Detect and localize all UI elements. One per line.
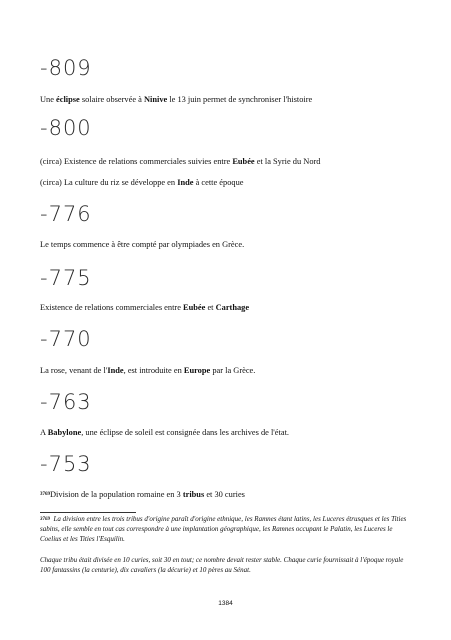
entry-text: $^{3769}$Division de la population romaine en 3 tribus et 30 curies: [40, 490, 245, 499]
emphasis-term: Inde: [177, 178, 194, 187]
footnote-text: Chaque tribu était divisée en 10 curies, soit 30 en tout; ce nombre devait rester stable. Chaque curie fournissait à l'époque royale 100 fantassins (la centurie), dix cavaliers (la décurie) et 10 pères au Sénat.: [40, 556, 404, 574]
entry-text: (circa) Existence de relations commerciales suivies entre Eubée et la Syrie du Nord: [40, 157, 321, 166]
entry-text: Une éclipse solaire observée à Ninive le 13 juin permet de synchroniser l'histoire: [40, 95, 313, 104]
year-heading: -776: [40, 202, 92, 226]
page-number: 1384: [218, 600, 233, 607]
emphasis-term: Ninive: [143, 95, 168, 104]
year-heading: -800: [40, 116, 92, 140]
year-heading: -775: [40, 266, 92, 290]
emphasis-term: Carthage: [215, 303, 250, 312]
emphasis-term: tribus: [182, 490, 205, 499]
emphasis-term: Eubée: [183, 303, 206, 312]
emphasis-term: Europe: [183, 366, 211, 375]
year-heading: -753: [40, 452, 92, 476]
entry-text: (circa) La culture du riz se développe en Inde à cette époque: [40, 178, 244, 187]
year-heading: -770: [40, 327, 92, 351]
entry-text: Le temps commence à être compté par olympiades en Grèce.: [40, 240, 245, 249]
emphasis-term: Eubée: [232, 157, 255, 166]
footnote-reference[interactable]: 3769: [40, 492, 50, 497]
footnote-paragraph: [40, 515, 412, 544]
emphasis-term: Babylone: [47, 428, 82, 437]
year-heading: -809: [40, 56, 92, 80]
emphasis-term: Inde: [107, 366, 124, 375]
footnote-text: La division entre les trois tribus d'origine paraît d'origine ethnique, les Ramnes étant latins, les Luceres étrusques et les Tities sabins, elle semble en tout cas correspondre à une implantation géographique, les Ramnes occupant le Palatin, les Luceres le Coelius et les Tities l'Esquilin.: [40, 515, 407, 543]
emphasis-term: éclipse: [56, 95, 80, 104]
entry-text: Existence de relations commerciales entre Eubée et Carthage: [40, 303, 250, 312]
year-heading: -763: [40, 390, 92, 414]
entry-text: A Babylone, une éclipse de soleil est consignée dans les archives de l'état.: [40, 428, 289, 437]
footnote-divider: [40, 512, 136, 513]
footnote-paragraph: [40, 556, 412, 576]
entry-text: La rose, venant de l'Inde, est introduite en Europe par la Grèce.: [40, 366, 256, 375]
footnote-marker: 3769: [40, 517, 50, 522]
